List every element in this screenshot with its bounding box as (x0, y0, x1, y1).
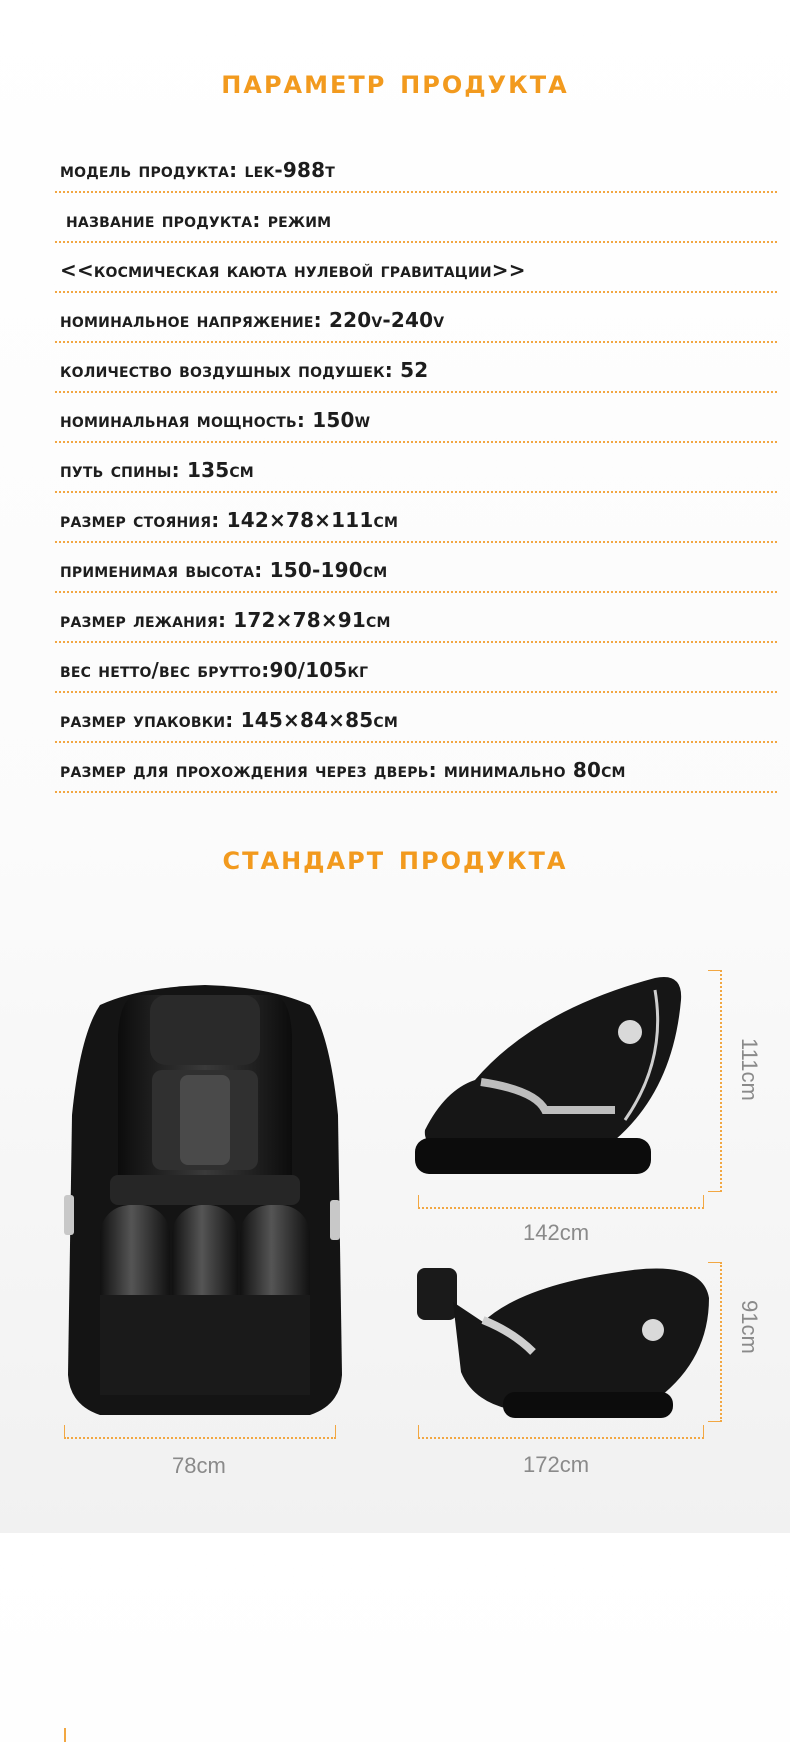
spec-text: количество воздушных подушек: 52 (60, 358, 429, 382)
spec-row (55, 443, 777, 493)
spec-row (55, 543, 777, 593)
spec-list (55, 143, 777, 793)
spec-text: размер для прохождения через дверь: минимально 80cm (60, 758, 626, 782)
dim-label-142: 142cm (523, 1220, 590, 1245)
spec-text: вес нетто/вес брутто:90/105кг (60, 658, 369, 682)
spec-row (55, 193, 777, 243)
spec-text: номинальное напряжение: 220v-240v (60, 308, 445, 332)
dim-line-142 (418, 1195, 704, 1209)
chair-side-reclined-image (413, 1262, 713, 1420)
spec-text: размер стояния: 142×78×111cm (60, 508, 399, 532)
spec-row (55, 293, 777, 343)
product-standard-heading: стандарт продукта (222, 838, 568, 878)
spec-row (55, 243, 777, 293)
spec-row (55, 743, 777, 793)
dim-line-111 (708, 970, 722, 1192)
spec-text: <<космическая каюта нулевой гравитации>> (60, 258, 526, 282)
dim-line-91 (708, 1262, 722, 1422)
dim-line-78 (64, 1425, 336, 1439)
spec-text: размер лежания: 172×78×91cm (60, 608, 391, 632)
spec-row (55, 643, 777, 693)
spec-row (55, 143, 777, 193)
dim-label-78: 78cm (172, 1453, 226, 1478)
spec-text: название продукта: режим (66, 208, 332, 232)
spec-text: путь спины: 135cm (60, 458, 254, 482)
spec-row (55, 693, 777, 743)
spec-text: размер упаковки: 145×84×85cm (60, 708, 398, 732)
spec-text: модель продукта: lek-988t (60, 158, 335, 182)
spec-row (55, 343, 777, 393)
chair-side-upright-image (415, 970, 687, 1178)
dim-label-91: 91cm (737, 1300, 762, 1354)
spec-row (55, 593, 777, 643)
spec-text: номинальная мощность: 150w (60, 408, 371, 432)
dim-label-111: 111cm (737, 1038, 762, 1101)
spec-row (55, 393, 777, 443)
dim-label-172: 172cm (523, 1452, 590, 1477)
spec-row (55, 493, 777, 543)
spec-text: применимая высота: 150-190cm (60, 558, 388, 582)
product-parameters-heading: параметр продукта (221, 62, 569, 102)
dim-line-172 (418, 1425, 704, 1439)
chair-front-view-image (60, 975, 350, 1705)
